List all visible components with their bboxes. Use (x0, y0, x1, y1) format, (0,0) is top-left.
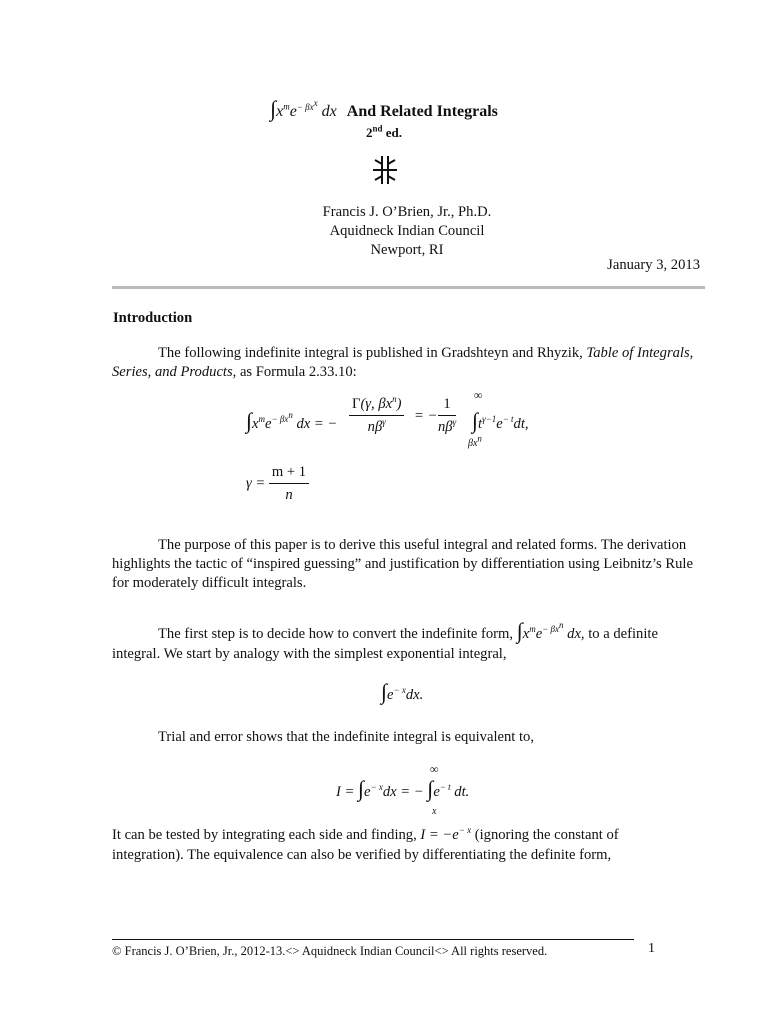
document-date: January 3, 2013 (607, 257, 700, 273)
title-text: And Related Integrals (346, 103, 498, 120)
paragraph-test-line1: It can be tested by integrating each side and finding, $I = -e^{- x}$ (ignoring the constant of (112, 825, 619, 843)
formula-main: $\int x^me^{- \beta x^n}$ dx = − $\frac{\Gamma(\gamma, \beta x^n)}{n\beta^\gamma}$ = − $\frac{1}{n\beta^\gamma}$ ∞ $\int t^{\gamma-1}e^{- t}dt$, $\beta x^n$ (246, 388, 529, 449)
title-integral-expression: $\int x^me^{- \beta x^x}$ dx (270, 96, 337, 121)
book-title: Table of Integrals, Series, and Products (112, 345, 694, 380)
author-affiliation: Aquidneck Indian Council (329, 223, 485, 239)
paragraph-first-step-line1: The first step is to decide how to convert the indefinite form, $\int x^me^{- \beta x^n}$ dx, to a definite (158, 618, 658, 643)
author-location: Newport, RI (370, 242, 444, 258)
document-title (0, 96, 768, 122)
paragraph-purpose: The purpose of this paper is to derive this useful integral and related forms. The derivation highlights the tactic of “inspired guessing” and justification by differentiation using Leibnitz’s Rule for moderately difficult integrals. (112, 537, 693, 591)
copyright-icon: © (112, 944, 122, 958)
formula-equivalence: ∞ $I = \int e^{- x}dx$ = − $\int e^{- t}$ dt. x (336, 762, 470, 817)
formula-gamma-definition: γ = $\frac{m + 1}{n}$ (246, 464, 309, 504)
section-heading: Introduction (113, 310, 193, 326)
paragraph-test-line2: integration). The equivalence can also be verified by differentiating the definite form, (112, 847, 612, 863)
header-divider (112, 286, 705, 289)
footer-copyright: © Francis J. O’Brien, Jr., 2012-13.<> Aquidneck Indian Council<> All rights reserved. (112, 944, 548, 958)
paragraph-trial-error: Trial and error shows that the indefinite integral is equivalent to, (158, 729, 534, 745)
author-block (0, 203, 768, 260)
author-name: Francis J. O’Brien, Jr., Ph.D. (322, 204, 492, 220)
twin-arrows-emblem-icon (372, 155, 398, 185)
formula-simple-exponential: $\int e^{- x}dx$. (381, 679, 424, 704)
footer-divider (112, 939, 634, 940)
paragraph-intro: The following indefinite integral is published in Gradshteyn and Rhyzik, Table of Integrals, Series, and Products, as Formula 2.33.10: (112, 345, 694, 380)
edition-label: 2nd ed. (365, 123, 402, 140)
page-number: 1 (648, 941, 655, 956)
paragraph-first-step-line2: integral. We start by analogy with the simplest exponential integral, (112, 646, 507, 662)
